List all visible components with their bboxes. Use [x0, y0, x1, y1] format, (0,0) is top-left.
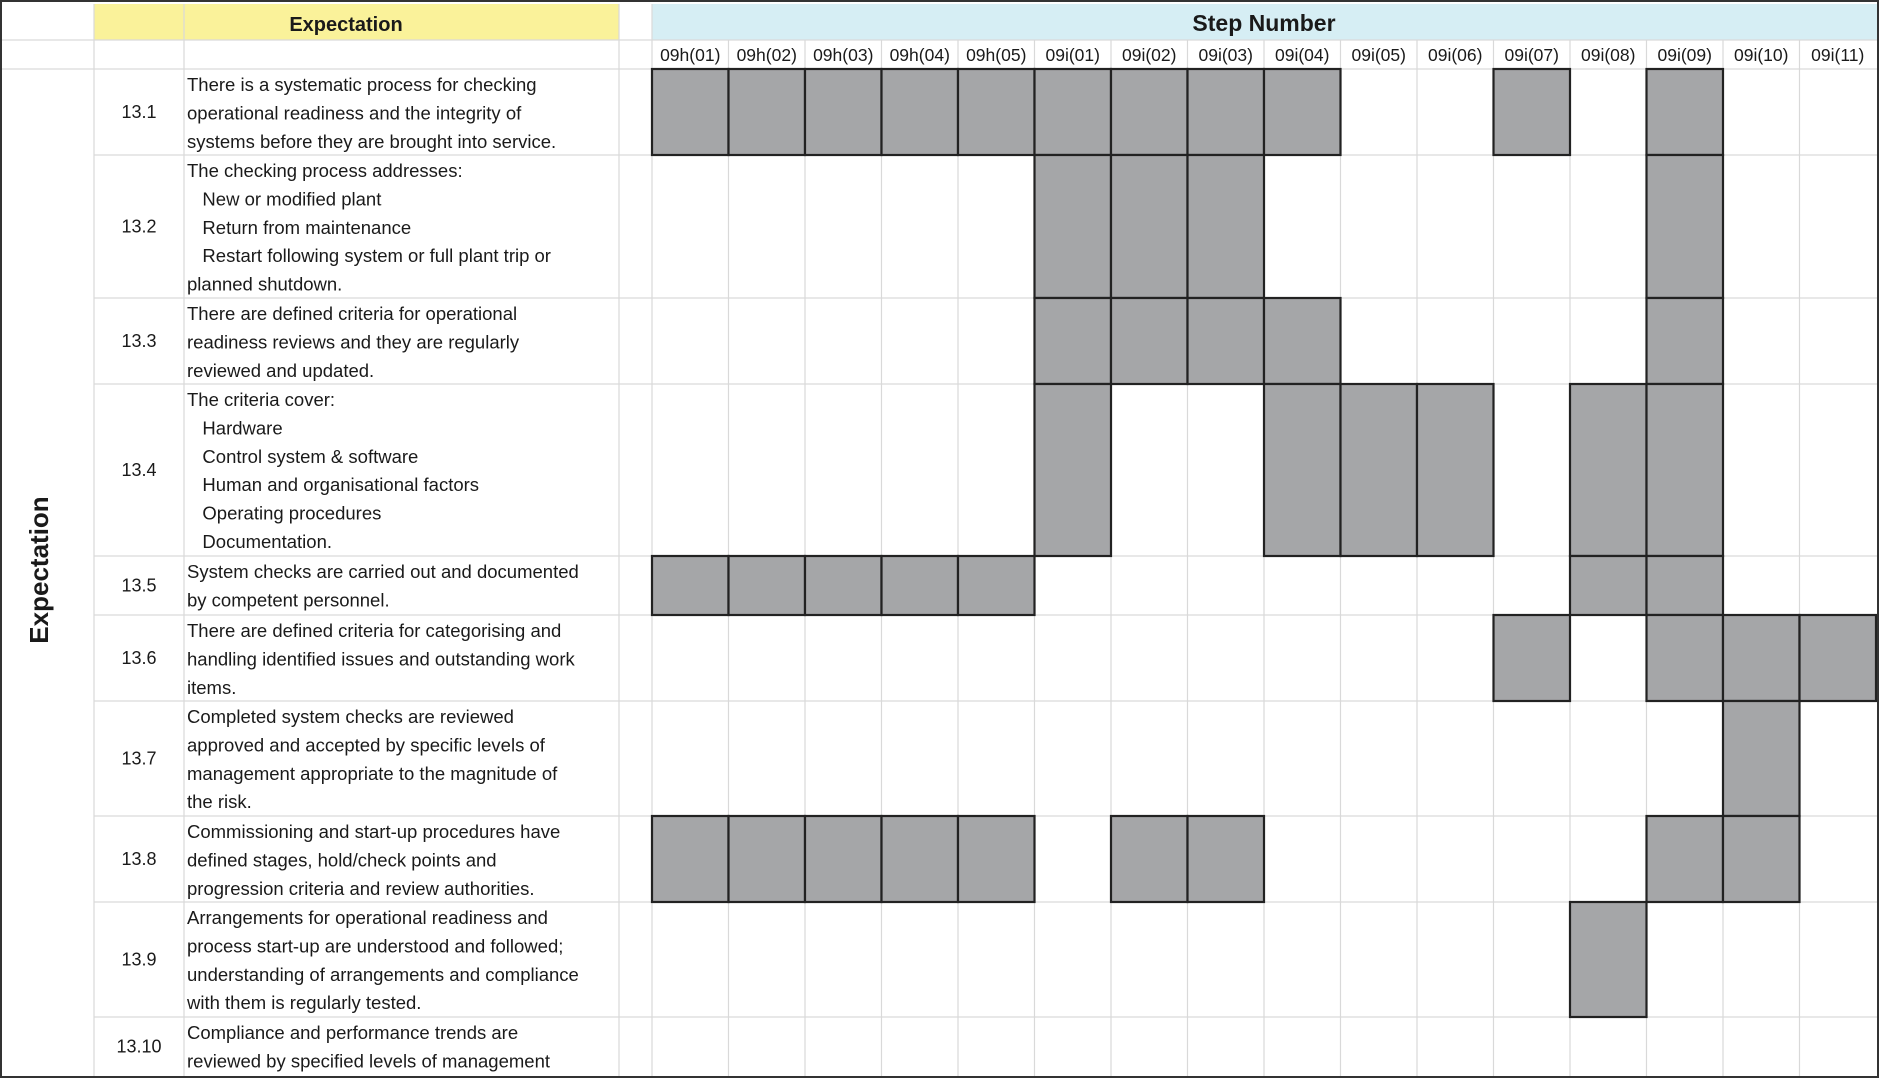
- row-description-line: process start-up are understood and followed;: [187, 935, 564, 957]
- step-column-header: 09i(01): [1045, 45, 1100, 65]
- expectation-column-title: Expectation: [289, 14, 403, 36]
- marked-cell: [1341, 384, 1418, 556]
- marked-cell: [1723, 816, 1800, 902]
- marked-cell: [1647, 384, 1724, 556]
- marked-cell: [1647, 556, 1724, 615]
- marked-cell: [1035, 69, 1112, 155]
- row-description-line: reviewed and updated.: [187, 359, 375, 381]
- row-description-line: Arrangements for operational readiness and: [187, 907, 548, 928]
- row-description: [187, 821, 560, 899]
- row-id: 13.4: [121, 460, 157, 480]
- row-description: [187, 1022, 550, 1071]
- marked-cell: [729, 69, 806, 155]
- row-description-line: There are defined criteria for categorising and: [187, 620, 562, 641]
- marked-cell: [1723, 701, 1800, 816]
- step-column-header: 09h(01): [660, 45, 721, 65]
- step-column-header: 09h(03): [813, 45, 874, 65]
- row-description-line: The criteria cover:: [187, 389, 336, 410]
- row-description: [187, 303, 520, 381]
- row-description-line: the risk.: [187, 791, 252, 813]
- row-description-line: Hardware: [187, 417, 283, 439]
- row-id: 13.8: [121, 849, 157, 869]
- row-description: [187, 160, 551, 295]
- marked-cell: [1035, 384, 1112, 556]
- step-header-row: [660, 45, 1864, 65]
- expectation-rows: [116, 74, 578, 1071]
- row-description-line: Compliance and performance trends are: [187, 1022, 519, 1043]
- header-band-left-blank: [2, 4, 94, 40]
- row-description-line: by competent personnel.: [187, 589, 390, 611]
- marked-cell: [882, 556, 959, 615]
- row-description: [187, 620, 575, 698]
- step-column-header: 09h(04): [889, 45, 950, 65]
- row-id: 13.9: [121, 949, 157, 970]
- marked-cell: [1188, 155, 1265, 298]
- marked-cell: [1800, 615, 1877, 701]
- row-description: [187, 706, 558, 812]
- row-id: 13.1: [121, 102, 157, 122]
- expectation-side-label: Expectation: [24, 496, 54, 644]
- row-description-line: System checks are carried out and documented: [187, 561, 579, 582]
- marked-cell: [1111, 155, 1188, 298]
- marked-cell: [1723, 615, 1800, 701]
- marked-cell: [1188, 69, 1265, 155]
- step-column-header: 09i(06): [1428, 45, 1483, 65]
- row-description-line: Restart following system or full plant trip or: [187, 245, 551, 267]
- marked-cell: [1647, 155, 1724, 298]
- marked-cell: [1188, 298, 1265, 384]
- marked-cell: [1570, 556, 1647, 615]
- marked-cell: [1570, 902, 1647, 1017]
- row-id: 13.3: [121, 331, 157, 351]
- step-column-header: 09i(04): [1275, 45, 1330, 65]
- row-description-line: New or modified plant: [187, 188, 382, 210]
- marked-cell: [1647, 615, 1724, 701]
- row-description-line: readiness reviews and they are regularly: [187, 331, 520, 353]
- step-column-header: 09i(03): [1198, 45, 1253, 65]
- step-column-header: 09i(09): [1657, 45, 1712, 65]
- row-description: [187, 74, 556, 152]
- row-description: [187, 389, 479, 552]
- row-description-line: Commissioning and start-up procedures have: [187, 821, 561, 842]
- row-description-line: Control system & software: [187, 445, 419, 467]
- marked-cell: [1570, 384, 1647, 556]
- marked-cell: [958, 556, 1035, 615]
- step-column-header: 09h(02): [736, 45, 797, 65]
- marked-cell: [805, 69, 882, 155]
- marked-cell: [1494, 615, 1571, 701]
- row-id: 13.5: [121, 575, 157, 596]
- marked-cell: [805, 556, 882, 615]
- marked-cell: [1264, 298, 1341, 384]
- row-description-line: The checking process addresses:: [187, 160, 463, 181]
- row-description-line: handling identified issues and outstanding work: [187, 648, 575, 670]
- row-description-line: planned shutdown.: [187, 273, 343, 295]
- marked-cell: [1188, 816, 1265, 902]
- row-description-line: items.: [187, 676, 237, 698]
- row-description-line: There is a systematic process for checking: [187, 74, 537, 95]
- step-column-header: 09i(08): [1581, 45, 1636, 65]
- row-description-line: approved and accepted by specific levels of: [187, 734, 545, 756]
- row-description-line: Return from maintenance: [187, 216, 412, 238]
- row-description-line: operational readiness and the integrity of: [187, 102, 522, 124]
- marked-cell: [1035, 298, 1112, 384]
- marked-cell: [1647, 69, 1724, 155]
- marked-cell: [1647, 298, 1724, 384]
- marked-cells: [652, 69, 1876, 1017]
- marked-cell: [1264, 384, 1341, 556]
- marked-cell: [1647, 816, 1724, 902]
- row-id: 13.7: [121, 748, 157, 769]
- marked-cell: [882, 816, 959, 902]
- row-description-line: Human and organisational factors: [187, 474, 480, 496]
- step-column-header: 09i(10): [1734, 45, 1789, 65]
- step-column-header: 09h(05): [966, 45, 1027, 65]
- row-id: 13.10: [116, 1036, 162, 1057]
- row-description-line: Operating procedures: [187, 502, 382, 524]
- marked-cell: [958, 816, 1035, 902]
- row-description-line: reviewed by specified levels of management: [187, 1050, 550, 1072]
- row-description-line: Documentation.: [187, 531, 332, 552]
- row-description-line: understanding of arrangements and compliance: [187, 963, 579, 985]
- row-description-line: progression criteria and review authorities.: [187, 877, 535, 899]
- row-description: [187, 561, 579, 610]
- marked-cell: [1111, 69, 1188, 155]
- row-description-line: Completed system checks are reviewed: [187, 706, 514, 727]
- marked-cell: [1111, 298, 1188, 384]
- marked-cell: [805, 816, 882, 902]
- row-description-line: with them is regularly tested.: [187, 992, 422, 1014]
- marked-cell: [652, 556, 729, 615]
- row-description: [186, 907, 579, 1013]
- step-column-header: 09i(11): [1811, 45, 1865, 65]
- marked-cell: [958, 69, 1035, 155]
- step-column-header: 09i(07): [1504, 45, 1559, 65]
- step-number-title: Step Number: [1192, 10, 1336, 36]
- row-id: 13.2: [121, 216, 157, 237]
- marked-cell: [652, 69, 729, 155]
- row-description-line: defined stages, hold/check points and: [187, 849, 497, 871]
- row-id: 13.6: [121, 648, 157, 668]
- marked-cell: [1264, 69, 1341, 155]
- marked-cell: [729, 556, 806, 615]
- marked-cell: [1494, 69, 1571, 155]
- row-description-line: There are defined criteria for operational: [187, 303, 518, 324]
- row-description-line: systems before they are brought into service.: [187, 130, 557, 152]
- step-column-header: 09i(05): [1351, 45, 1406, 65]
- row-description-line: management appropriate to the magnitude of: [187, 762, 558, 784]
- marked-cell: [882, 69, 959, 155]
- marked-cell: [1111, 816, 1188, 902]
- marked-cell: [729, 816, 806, 902]
- marked-cell: [1417, 384, 1494, 556]
- marked-cell: [1035, 155, 1112, 298]
- marked-cell: [652, 816, 729, 902]
- step-column-header: 09i(02): [1122, 45, 1177, 65]
